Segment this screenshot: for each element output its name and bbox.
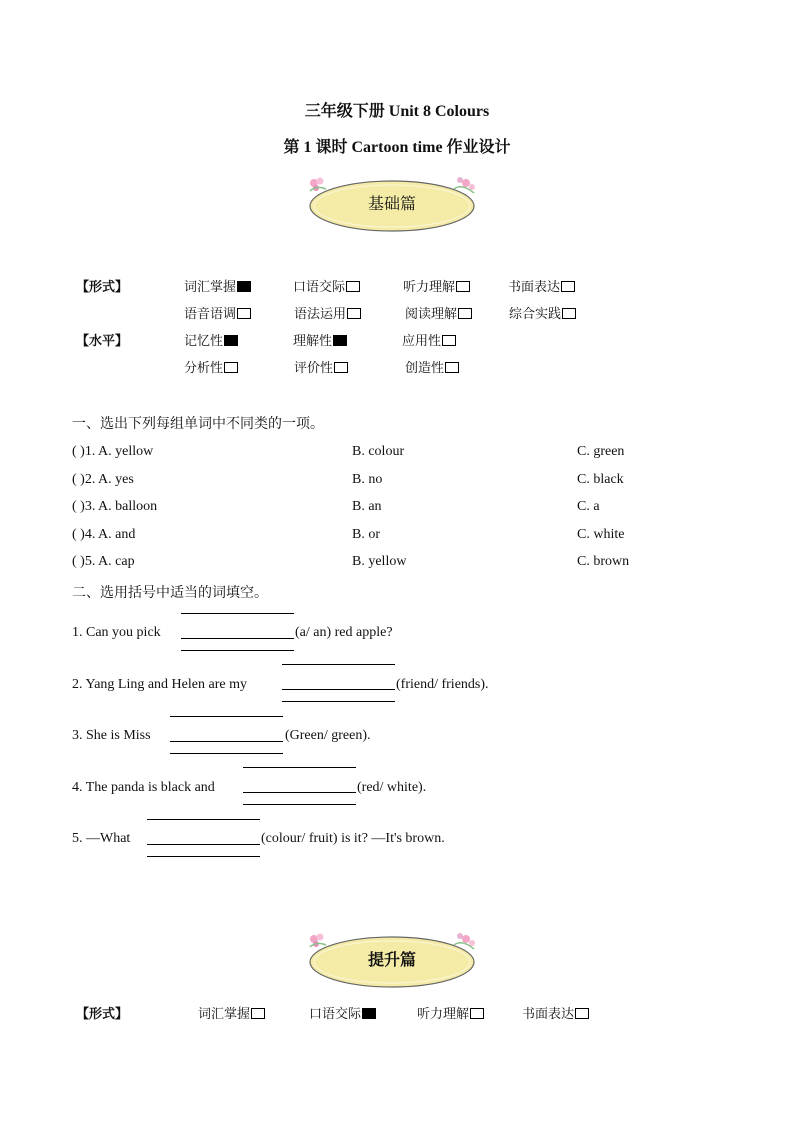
level-item-application: 应用性 <box>402 330 456 349</box>
form-item-listening: 听力理解 <box>403 276 470 295</box>
question-3-c: C. a <box>577 499 600 514</box>
question-1-c: C. green <box>577 444 625 459</box>
form-item-vocabulary: 词汇掌握 <box>184 276 251 295</box>
answer-line[interactable] <box>147 844 260 845</box>
fill-question-5-text: 5. —What <box>72 831 131 846</box>
question-4-c: C. white <box>577 527 625 542</box>
question-5-a: ( )5. A. cap <box>72 554 135 569</box>
checkbox-icon[interactable] <box>561 281 575 292</box>
form-item-reading: 阅读理解 <box>405 303 472 322</box>
checkbox-icon[interactable] <box>445 362 459 373</box>
checkbox-icon[interactable] <box>251 1008 265 1019</box>
form2-item-listening: 听力理解 <box>417 1003 484 1022</box>
section-badge-basic <box>306 175 478 235</box>
document-title: 三年级下册 Unit 8 Colours <box>304 103 490 120</box>
fill-question-2-options: (friend/ friends). <box>396 677 489 692</box>
form-label-2: 【形式】 <box>76 1007 129 1022</box>
question-2-b: B. no <box>352 472 383 487</box>
level-item-understanding: 理解性 <box>293 330 347 349</box>
question-5-c: C. brown <box>577 554 630 569</box>
checked-box-icon[interactable] <box>333 335 347 346</box>
answer-line <box>243 804 356 805</box>
fill-question-4-options: (red/ white). <box>357 780 427 795</box>
checkbox-icon[interactable] <box>470 1008 484 1019</box>
form-item-practice: 综合实践 <box>509 303 576 322</box>
fill-question-5-options: (colour/ fruit) is it? —It's brown. <box>261 831 445 846</box>
question-2-a: ( )2. A. yes <box>72 472 134 487</box>
form-item-grammar: 语法运用 <box>294 303 361 322</box>
fill-question-3-options: (Green/ green). <box>285 728 371 743</box>
fill-question-2-text: 2. Yang Ling and Helen are my <box>72 677 247 692</box>
answer-line <box>282 701 395 702</box>
checkbox-icon[interactable] <box>456 281 470 292</box>
level-item-evaluation: 评价性 <box>294 357 348 376</box>
answer-line[interactable] <box>170 741 283 742</box>
checked-box-icon[interactable] <box>362 1008 376 1019</box>
question-1-b: B. colour <box>352 444 405 459</box>
section-badge-advanced <box>306 931 478 991</box>
form-label: 【形式】 <box>76 280 129 295</box>
answer-line[interactable] <box>243 792 356 793</box>
checkbox-icon[interactable] <box>442 335 456 346</box>
checkbox-icon[interactable] <box>224 362 238 373</box>
answer-line <box>147 856 260 857</box>
part2-heading: 二、选用括号中适当的词填空。 <box>72 585 268 601</box>
checkbox-icon[interactable] <box>562 308 576 319</box>
fill-question-1-options: (a/ an) red apple? <box>295 625 393 640</box>
answer-line <box>170 753 283 754</box>
checkbox-icon[interactable] <box>346 281 360 292</box>
answer-line <box>243 767 356 768</box>
level-item-memory: 记忆性 <box>184 330 238 349</box>
checkbox-icon[interactable] <box>347 308 361 319</box>
form2-item-writing: 书面表达 <box>522 1003 589 1022</box>
answer-line <box>170 716 283 717</box>
question-4-a: ( )4. A. and <box>72 527 136 542</box>
level-label: 【水平】 <box>76 334 129 349</box>
question-1-a: ( )1. A. yellow <box>72 444 154 459</box>
checkbox-icon[interactable] <box>458 308 472 319</box>
answer-line <box>282 664 395 665</box>
answer-line <box>181 650 294 651</box>
fill-question-1-text: 1. Can you pick <box>72 625 161 640</box>
form2-item-speaking: 口语交际 <box>309 1003 376 1022</box>
form-item-speaking: 口语交际 <box>293 276 360 295</box>
badge-label: 提升篇 <box>367 950 416 969</box>
checked-box-icon[interactable] <box>224 335 238 346</box>
question-2-c: C. black <box>577 472 624 487</box>
form2-item-vocabulary: 词汇掌握 <box>198 1003 265 1022</box>
checkbox-icon[interactable] <box>334 362 348 373</box>
level-item-analysis: 分析性 <box>184 357 238 376</box>
checkbox-icon[interactable] <box>575 1008 589 1019</box>
badge-label: 基础篇 <box>367 194 416 213</box>
answer-line[interactable] <box>181 638 294 639</box>
fill-question-3-text: 3. She is Miss <box>72 728 151 743</box>
fill-question-4-text: 4. The panda is black and <box>72 780 215 795</box>
document-subtitle: 第 1 课时 Cartoon time 作业设计 <box>283 139 511 156</box>
answer-line <box>147 819 260 820</box>
answer-line <box>181 613 294 614</box>
form-item-writing: 书面表达 <box>508 276 575 295</box>
question-3-b: B. an <box>352 499 382 514</box>
question-4-b: B. or <box>352 527 380 542</box>
checked-box-icon[interactable] <box>237 281 251 292</box>
part1-heading: 一、选出下列每组单词中不同类的一项。 <box>72 416 324 432</box>
checkbox-icon[interactable] <box>237 308 251 319</box>
question-3-a: ( )3. A. balloon <box>72 499 158 514</box>
answer-line[interactable] <box>282 689 395 690</box>
question-5-b: B. yellow <box>352 554 407 569</box>
level-item-creation: 创造性 <box>405 357 459 376</box>
form-item-pronunciation: 语音语调 <box>184 303 251 322</box>
